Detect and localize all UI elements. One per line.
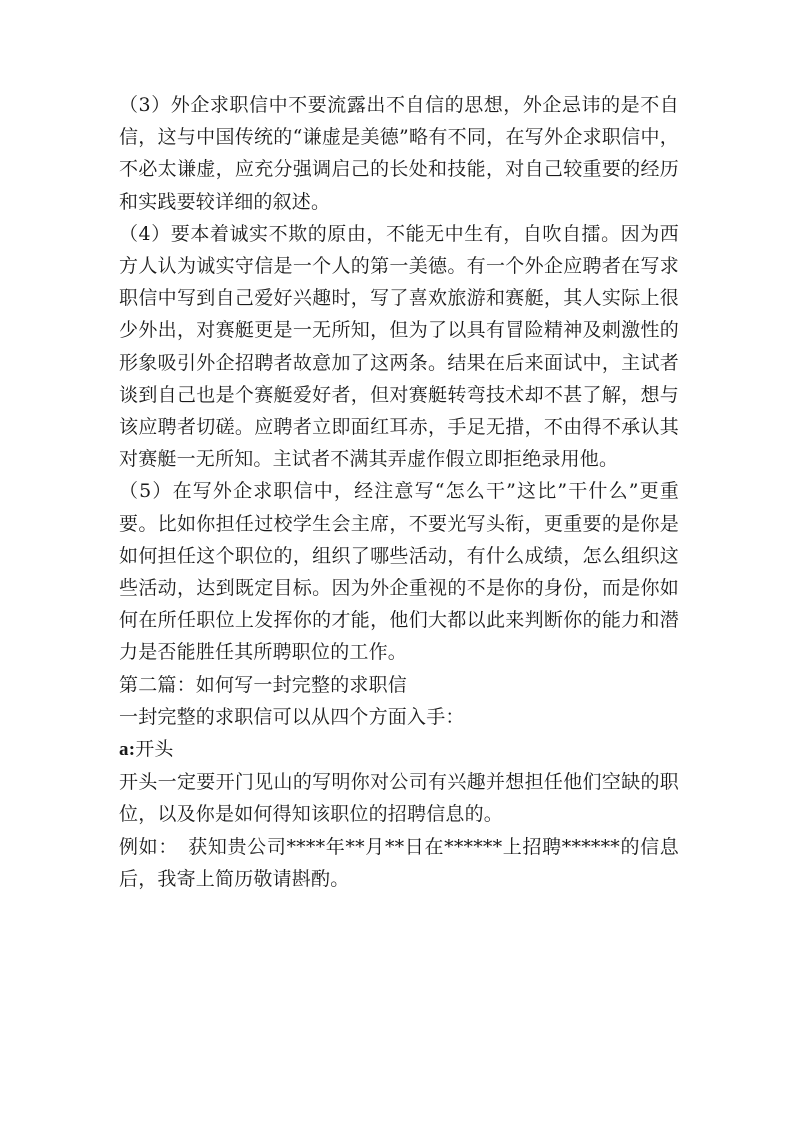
paragraph-point-3: （3）外企求职信中不要流露出不自信的思想，外企忌讳的是不自信，这与中国传统的“谦虚是美德”略有不同，在写外企求职信中，不必太谦虚，应充分强调启己的长处和技能，对自己较重要的经历和实践要较详细的叙述。	[119, 94, 679, 213]
example-paragraph: 例如： 获知贵公司****年**月**日在******上招聘******的信息后，我寄上简历敬请斟酌。	[119, 835, 679, 890]
subheading-a-marker: a:	[119, 739, 136, 761]
document-body	[119, 89, 679, 895]
paragraph-point-4: （4）要本着诚实不欺的原由，不能无中生有，自吹自擂。因为西方人认为诚实守信是一个人的第一美德。有一个外企应聘者在写求职信中写到自己爱好兴趣时，写了喜欢旅游和赛艇，其人实际上很少外出，对赛艇更是一无所知，但为了以具有冒险精神及刺激性的形象吸引外企招聘者故意加了这两条。结果在后来面试中，主试者谈到自己也是个赛艇爱好者，但对赛艇转弯技术却不甚了解，想与该应聘者切磋。应聘者立即面红耳赤，手足无措，不由得不承认其对赛艇一无所知。主试者不满其弄虚作假立即拒绝录用他。	[119, 222, 679, 471]
subheading-a-title: 开头	[135, 738, 174, 761]
paragraph-point-5: （5）在写外企求职信中，经注意写“怎么干”这比”干什么”更重要。比如你担任过校学生会主席，不要光写头衔，更重要的是你是如何担任这个职位的，组织了哪些活动，有什么成绩，怎么组织这些活动，达到既定目标。因为外企重视的不是你的身份，而是你如何在所任职位上发挥你的才能，他们大都以此来判断你的能力和潜力是否能胜任其所聘职位的工作。	[119, 480, 679, 664]
opening-paragraph: 开头一定要开门见山的写明你对公司有兴趣并想担任他们空缺的职位，以及你是如何得知该职位的招聘信息的。	[119, 771, 679, 826]
intro-paragraph: 一封完整的求职信可以从四个方面入手：	[119, 705, 465, 728]
section-title: 第二篇：如何写一封完整的求职信	[119, 673, 408, 696]
subheading-a	[119, 733, 679, 766]
